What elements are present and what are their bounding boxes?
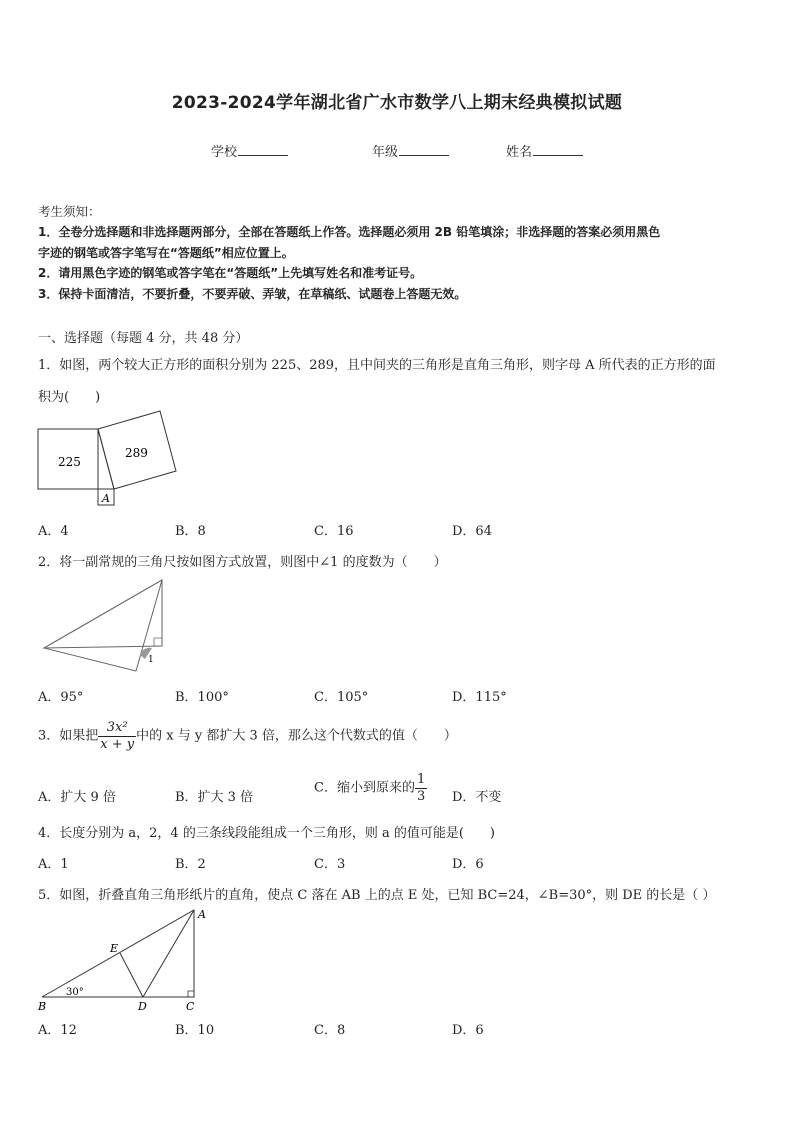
grade-blank[interactable] [399,143,449,156]
q3-option-c-fraction [415,772,427,805]
q3-option-a[interactable]: A．扩大 9 倍 [38,790,116,805]
grade-label: 年级 [372,145,399,160]
q1-figure [36,409,181,513]
section-heading: 一、选择题（每题 4 分，共 48 分） [38,331,249,346]
q4-option-c[interactable]: C．3 [314,857,346,872]
label-d: D [138,1000,147,1013]
q3-option-c-den: 3 [416,789,426,804]
name-label: 姓名 [506,145,533,160]
q3-prefix: 3．如果把 [38,728,99,744]
notice-item-3: 3．保持卡面清洁，不要折叠，不要弄破、弄皱，在草稿纸、试题卷上答题无效。 [38,287,467,301]
label-225: 225 [58,455,81,469]
q1-stem-line2: 积为( ) [38,390,101,405]
q1-option-a[interactable]: A．4 [38,524,69,539]
angle-1-label: 1 [148,655,154,665]
q5-stem: 5．如图，折叠直角三角形纸片的直角，使点 C 落在 AB 上的点 E 处，已知 BC=24，∠B=30°，则 DE 的长是（ ） [38,888,716,903]
label-c: C [186,1000,195,1013]
q5-option-d[interactable]: D．6 [452,1023,484,1038]
q5-option-b[interactable]: B．10 [175,1023,215,1038]
q2-option-b[interactable]: B．100° [175,690,229,705]
q1-stem-line1: 1．如图，两个较大正方形的面积分别为 225、289，且中间夹的三角形是直角三角形，则字母 A 所代表的正方形的面 [38,358,716,373]
grade-field[interactable] [372,141,449,160]
q5-option-c[interactable]: C．8 [314,1023,346,1038]
q3-option-c-num: 1 [416,772,426,787]
school-field[interactable] [211,141,288,160]
q3-stem [38,720,457,753]
segment-ed [120,953,143,997]
q4-stem: 4．长度分别为 a，2，4 的三条线段能组成一个三角形，则 a 的值可能是( ) [38,826,495,841]
right-triangle [98,429,114,489]
school-label: 学校 [211,145,238,160]
q4-option-d[interactable]: D．6 [452,857,484,872]
q3-fraction-den: x + y [100,737,135,752]
label-b: B [38,1000,47,1013]
q4-option-a[interactable]: A．1 [38,857,69,872]
right-angle-c [188,991,194,997]
label-e: E [110,942,119,955]
label-289: 289 [125,446,148,460]
notice-item-1: 1．全卷分选择题和非选择题两部分，全部在答题纸上作答。选择题必须用 2B 铅笔填涂；非选择题的答案必须用黑色 [38,225,661,239]
label-a: A [198,908,206,921]
q5-option-a[interactable]: A．12 [38,1023,77,1038]
q2-option-d[interactable]: D．115° [452,690,507,705]
q5-figure [36,906,216,1016]
label-a: A [102,492,110,505]
q1-option-c[interactable]: C．16 [314,524,354,539]
q2-figure [40,576,170,674]
page-title: 2023-2024学年湖北省广水市数学八上期末经典模拟试题 [171,93,623,113]
right-angle-mark [154,638,162,646]
q3-option-c-text: C．缩小到原来的 [314,780,415,796]
q3-option-c[interactable] [314,772,427,805]
notice-item-2: 2．请用黑色字迹的钢笔或答字笔在“答题纸”上先填写姓名和准考证号。 [38,266,423,280]
q3-fraction [98,720,136,753]
segment-ad [143,910,194,997]
label-angle-30: 30° [66,987,84,998]
name-blank[interactable] [533,143,583,156]
school-blank[interactable] [238,143,288,156]
notice-item-1-cont: 字迹的钢笔或答字笔写在“答题纸”相应位置上。 [38,246,294,260]
q2-option-a[interactable]: A．95° [38,690,84,705]
q3-suffix: 中的 x 与 y 都扩大 3 倍，那么这个代数式的值（ ） [136,728,457,744]
notice-heading: 考生须知： [38,204,101,219]
q2-option-c[interactable]: C．105° [314,690,369,705]
q4-option-b[interactable]: B．2 [175,857,206,872]
q1-option-d[interactable]: D．64 [452,524,492,539]
q1-option-b[interactable]: B．8 [175,524,206,539]
q3-option-b[interactable]: B．扩大 3 倍 [175,790,254,805]
name-field[interactable] [506,141,583,160]
q3-fraction-num: 3x² [98,720,136,737]
q2-stem: 2．将一副常规的三角尺按如图方式放置，则图中∠1 的度数为（ ） [38,555,447,570]
q3-option-d[interactable]: D．不变 [452,790,502,805]
